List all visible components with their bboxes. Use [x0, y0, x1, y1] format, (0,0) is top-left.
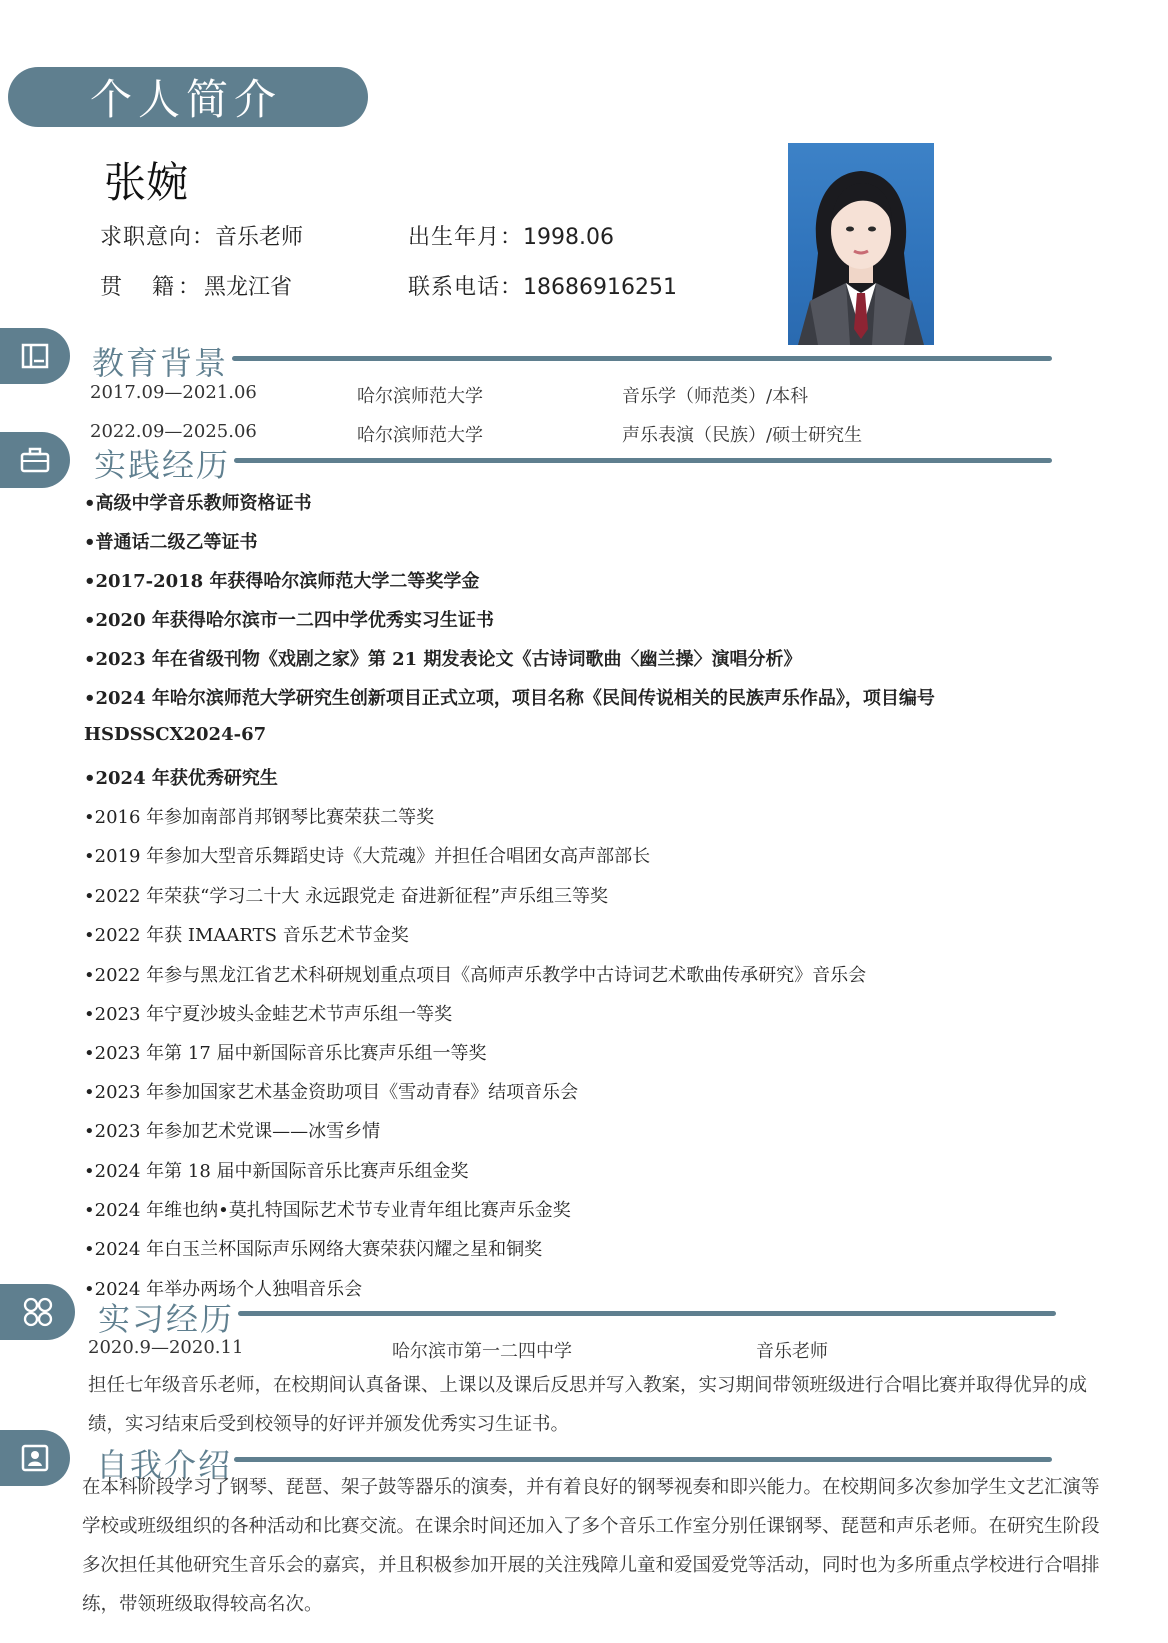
edu-school: 哈尔滨师范大学	[357, 425, 483, 446]
list-item: •2016 年参加南部肖邦钢琴比赛荣获二等奖	[84, 807, 435, 828]
section-title-internship: 实习经历	[98, 1300, 235, 1338]
list-item: HSDSSCX2024-67	[84, 724, 267, 745]
field-label: 联系电话：	[408, 275, 524, 300]
profile-photo	[788, 143, 934, 345]
field-job-intent	[100, 220, 303, 251]
section-title-education: 教育背景	[92, 344, 229, 382]
portrait-illustration	[788, 143, 934, 345]
portrait-icon	[20, 1443, 50, 1473]
intern-description: 担任七年级音乐老师，在校期间认真备课、上课以及课后反思并写入教案，实习期间带领班级进行合唱比赛并取得优异的成绩，实习结束后受到校领导的好评并颁发优秀实习生证书。	[88, 1375, 1088, 1435]
list-item: •普通话二级乙等证书	[84, 532, 258, 553]
list-item: •2024 年第 18 届中新国际音乐比赛声乐组金奖	[84, 1161, 469, 1182]
list-item: •2022 年获 IMAARTS 音乐艺术节金奖	[84, 925, 409, 946]
field-value: 黑龙江省	[204, 275, 293, 300]
self-intro-text: 在本科阶段学习了钢琴、琵琶、架子鼓等器乐的演奏，并有着良好的钢琴视奏和即兴能力。在校期间多次参加学生文艺汇演等学校或班级组织的各种活动和比赛交流。在课余时间还加入了多个音乐工作室分别任课钢琴、琵琶和声乐老师。在研究生阶段多次担任其他研究生音乐会的嘉宾，并且积极参加开展的关注残障儿童和爱国爱党等活动，同时也为多所重点学校进行合唱排练，带领班级取得较高名次。	[82, 1477, 1100, 1615]
self-intro-icon-tab	[0, 1430, 70, 1486]
list-item: •高级中学音乐教师资格证书	[84, 493, 312, 514]
intern-role: 音乐老师	[756, 1341, 828, 1362]
section-divider	[234, 458, 1052, 463]
intern-period: 2020.9—2020.11	[88, 1337, 244, 1358]
field-hometown	[100, 270, 292, 301]
list-item: •2024 年哈尔滨师范大学研究生创新项目正式立项，项目名称《民间传说相关的民族声乐作品》，项目编号	[84, 688, 935, 709]
field-phone	[408, 270, 677, 301]
internship-icon-tab	[0, 1284, 75, 1340]
list-item: •2019 年参加大型音乐舞蹈史诗《大荒魂》并担任合唱团女高声部部长	[84, 846, 651, 867]
section-divider	[232, 356, 1052, 361]
field-label: 出生年月：	[408, 225, 524, 250]
edu-school: 哈尔滨师范大学	[357, 386, 483, 407]
list-item: •2024 年获优秀研究生	[84, 768, 278, 789]
edu-period: 2022.09—2025.06	[90, 421, 257, 442]
list-item: •2024 年维也纳•莫扎特国际艺术节专业青年组比赛声乐金奖	[84, 1200, 571, 1221]
field-value: 1998.06	[523, 225, 614, 250]
candidate-name: 张婉	[104, 158, 189, 207]
edu-major: 声乐表演（民族）/硕士研究生	[622, 425, 863, 446]
field-label: 贯 籍：	[100, 275, 205, 300]
edu-period: 2017.09—2021.06	[90, 382, 257, 403]
briefcase-icon	[19, 446, 51, 474]
list-item: •2022 年荣获“学习二十大 永远跟党走 奋进新征程”声乐组三等奖	[84, 886, 608, 907]
section-title-self-intro: 自我介绍	[96, 1446, 233, 1484]
field-value: 18686916251	[523, 275, 677, 300]
practice-icon-tab	[0, 432, 70, 488]
grid-icon	[22, 1296, 54, 1328]
list-item: •2023 年参加国家艺术基金资助项目《雪动青春》结项音乐会	[84, 1082, 579, 1103]
field-value: 音乐老师	[215, 225, 304, 250]
field-birth	[408, 220, 614, 251]
section-divider	[234, 1457, 1052, 1462]
banner-title: 个人简介	[8, 67, 368, 127]
intern-school: 哈尔滨市第一二四中学	[392, 1341, 572, 1362]
list-item: •2017-2018 年获得哈尔滨师范大学二等奖学金	[84, 571, 480, 592]
list-item: •2023 年宁夏沙坡头金蛙艺术节声乐组一等奖	[84, 1004, 453, 1025]
list-item: •2020 年获得哈尔滨市一二四中学优秀实习生证书	[84, 610, 494, 631]
list-item: •2024 年白玉兰杯国际声乐网络大赛荣获闪耀之星和铜奖	[84, 1239, 543, 1260]
edu-major: 音乐学（师范类）/本科	[622, 386, 809, 407]
book-icon	[20, 342, 50, 370]
list-item: •2023 年在省级刊物《戏剧之家》第 21 期发表论文《古诗词歌曲〈幽兰操〉演唱分析》	[84, 649, 802, 670]
section-title-practice: 实践经历	[94, 446, 231, 484]
list-item: •2022 年参与黑龙江省艺术科研规划重点项目《高师声乐教学中古诗词艺术歌曲传承研究》音乐会	[84, 965, 867, 986]
list-item: •2023 年第 17 届中新国际音乐比赛声乐组一等奖	[84, 1043, 487, 1064]
field-label: 求职意向：	[100, 225, 216, 250]
section-divider	[238, 1311, 1056, 1316]
list-item: •2023 年参加艺术党课——冰雪乡情	[84, 1121, 381, 1142]
list-item: •2024 年举办两场个人独唱音乐会	[84, 1279, 363, 1300]
education-icon-tab	[0, 328, 70, 384]
